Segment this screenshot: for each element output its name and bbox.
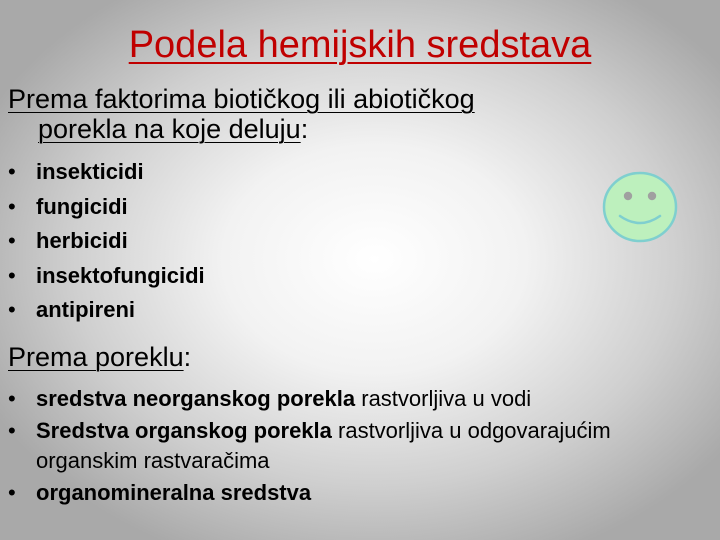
section1-heading-line1: Prema faktorima biotičkog ili abiotičkog [8, 84, 475, 114]
list-item-rest: rastvorljiva u vodi [355, 386, 532, 411]
section2-heading-colon: : [183, 342, 192, 372]
section1-list [6, 158, 205, 331]
section1-heading-colon: : [300, 114, 309, 144]
list-item: • insektofungicidi [6, 262, 205, 297]
section2-list [6, 384, 706, 508]
list-item-bold: Sredstva organskog porekla [36, 418, 332, 443]
slide-title: Podela hemijskih sredstava [128, 24, 592, 66]
smiley-face-icon [601, 170, 679, 244]
section1-heading-line2: porekla na koje deluju [38, 114, 301, 144]
list-item-bold: organomineralna sredstva [36, 480, 312, 505]
list-item: • insekticidi [6, 158, 205, 193]
list-item: • herbicidi [6, 227, 205, 262]
section2-heading-text: Prema poreklu [8, 342, 184, 372]
list-item-bold: sredstva neorganskog porekla [36, 386, 356, 411]
list-item [6, 384, 706, 414]
list-item: • fungicidi [6, 193, 205, 228]
list-item [6, 478, 706, 508]
section1-heading [8, 84, 648, 144]
list-item [6, 416, 706, 476]
section2-heading [8, 342, 191, 372]
list-item: • antipireni [6, 296, 205, 331]
list-item-rest: rastvorljiva u odgovarajućim organskim rastvaračima [36, 418, 611, 473]
